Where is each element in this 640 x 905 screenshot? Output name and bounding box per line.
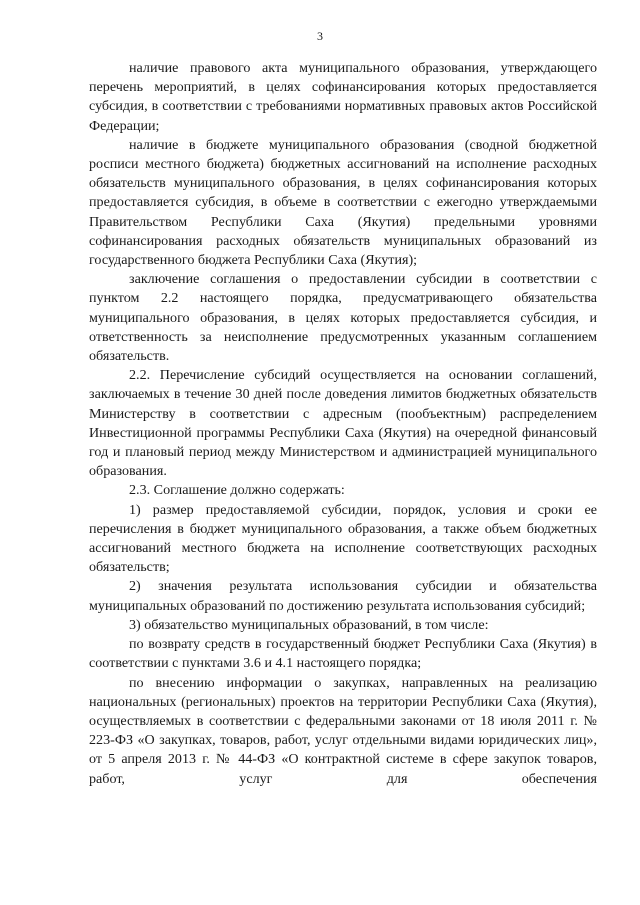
paragraph-agreement-conclusion: заключение соглашения о предоставлении субсидии в соответствии с пунктом 2.2 настоящего порядка, предусматривающего обязательства муниципального образования, в целях которых предоставляется субсидия, и ответственность за неисполнение предусмотренных указанным соглашением обязательств. [89, 271, 597, 365]
paragraph-legal-act-requirement: наличие правового акта муниципального образования, утверждающего перечень мероприятий, в целях софинансирования которых предоставляется субсидия, в соответствии с требованиями нормативных правовых актов Российской Федерации; [89, 60, 597, 134]
paragraph-2-3-agreement-contents: 2.3. Соглашение должно содержать: [129, 482, 345, 499]
paragraph-item-1-subsidy-size: 1) размер предоставляемой субсидии, порядок, условия и сроки ее перечисления в бюджет муниципального образования, а также объем бюджетных ассигнований местного бюджета на исполнение соответствующих расходных обязательств; [89, 501, 597, 576]
paragraph-refund-obligation: по возврату средств в государственный бюджет Республики Саха (Якутия) в соответствии с пунктами 3.6 и 4.1 настоящего порядка; [89, 636, 597, 672]
paragraph-procurement-info: по внесению информации о закупках, направленных на реализацию национальных (региональных) проектов на территории Республики Саха (Якутия), осуществляемых в соответствии с федеральными законами от 18 июля 2011 г. № 223-ФЗ «О закупках, товаров, работ, услуг отдельными видами юридических лиц», от 5 апреля 2013 г. № 44-ФЗ «О контрактной системе в сфере закупок товаров, работ, услуг для обеспечения [89, 674, 597, 787]
paragraph-2-2-transfer: 2.2. Перечисление субсидий осуществляется на основании соглашений, заключаемых в течение 30 дней после доведения лимитов бюджетных обязательств Министерству в соответствии с адресным (пообъектным) распределением Инвестиционной программы Республики Саха (Якутия) на очередной финансовый год и плановый период между Министерством и администрацией муниципального образования. [89, 367, 597, 480]
page-number: 3 [317, 29, 323, 43]
paragraph-item-2-result-values: 2) значения результата использования субсидии и обязательства муниципальных образований по достижению результата использования субсидий; [89, 578, 597, 614]
paragraph-item-3-obligations: 3) обязательство муниципальных образований, в том числе: [129, 616, 489, 633]
document-body [89, 59, 597, 789]
paragraph-budget-allocations: наличие в бюджете муниципального образования (сводной бюджетной росписи местного бюджета) бюджетных ассигнований на исполнение расходных обязательств муниципального образования, в целях софинансирования которых предоставляется субсидия, в объеме в соответствии с ежегодно утверждаемыми Правительством Республики Саха (Якутия) предельными уровнями софинансирования расходных обязательств муниципальных образований из государственного бюджета Республики Саха (Якутия); [89, 136, 597, 269]
